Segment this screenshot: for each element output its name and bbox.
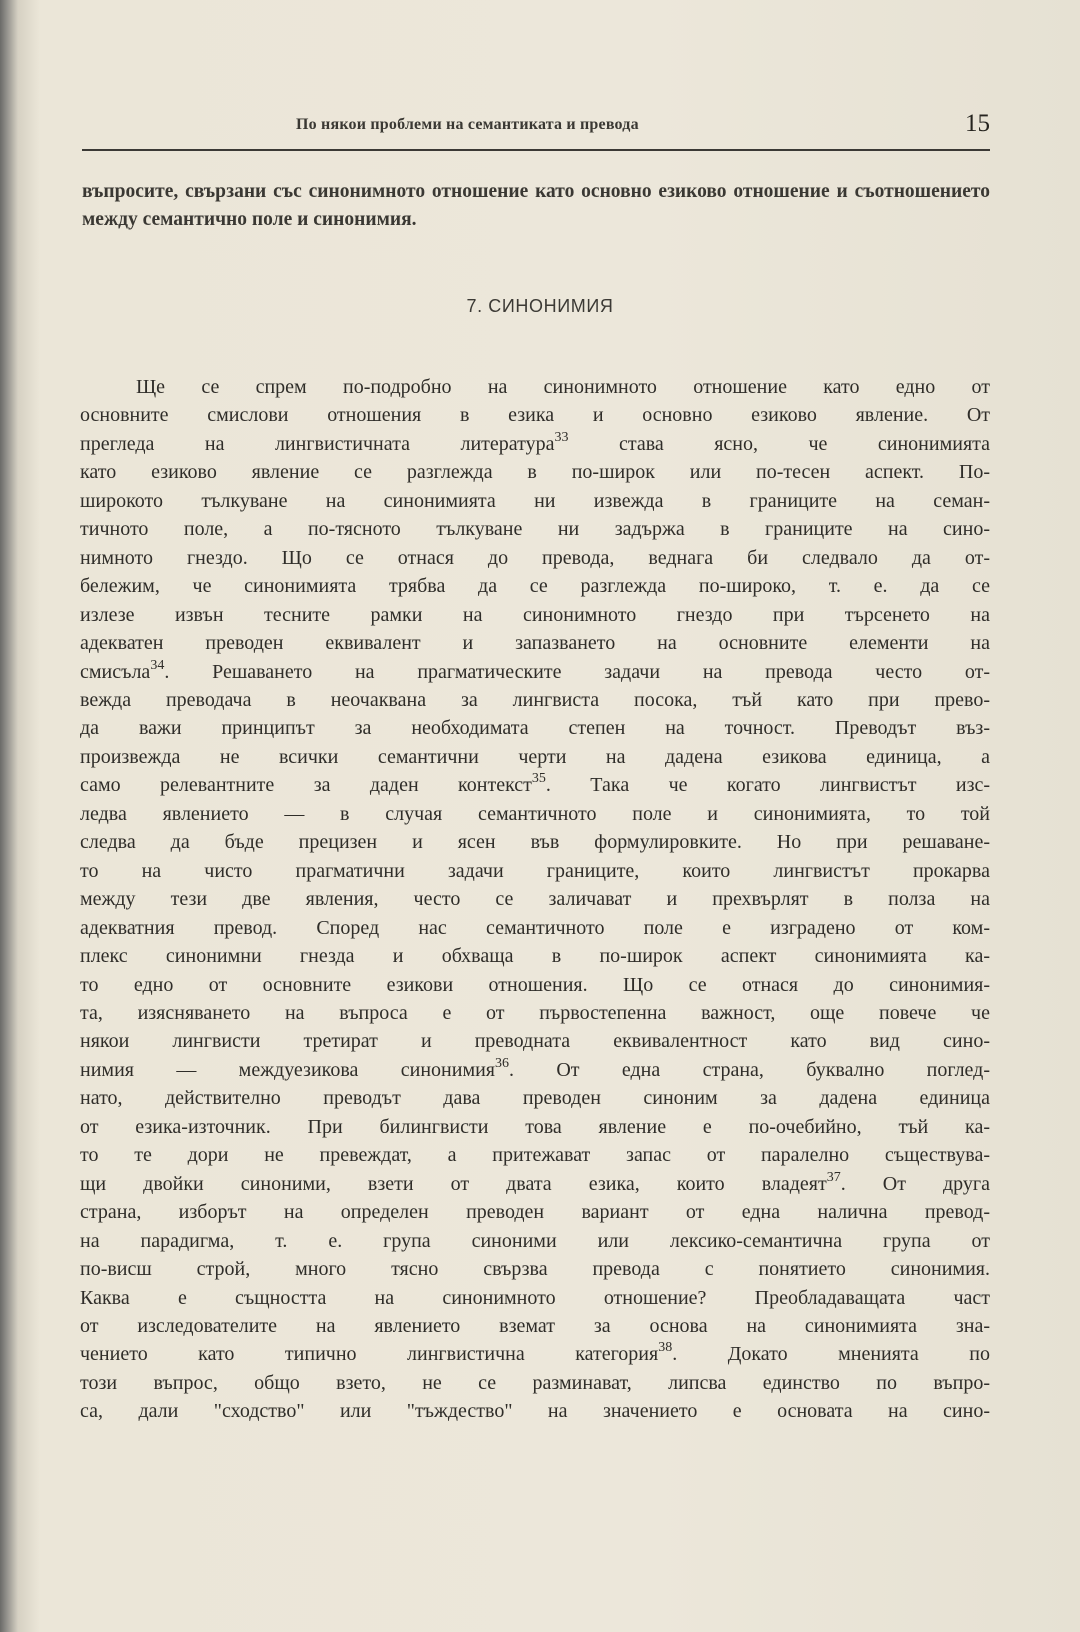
page-header <box>82 108 990 148</box>
lead-paragraph: въпросите, свързани със синонимното отношение като основно езиково отношение и съотношението между семантично поле и синонимия. <box>82 181 990 230</box>
line-text: вежда преводача в неочаквана за лингвиста посока, тъй като при прево- <box>80 688 990 711</box>
footnote-ref: 36 <box>495 1055 510 1071</box>
line-text: излезе извън тесните рамки на синонимното гнездо при търсенето на <box>80 603 990 626</box>
footnote-ref: 35 <box>531 771 546 787</box>
body-line <box>80 1170 990 1198</box>
line-text: тичното поле, а по-тясното тълкуване ни задържа в границите на сино- <box>80 518 990 541</box>
line-text: та, изясняването на въпроса е от първостепенна важност, още повече че <box>80 1001 990 1024</box>
body-line <box>80 999 990 1027</box>
body-line <box>80 1113 990 1141</box>
line-text: страна, изборът на определен преводен вариант от една налична превод- <box>80 1201 990 1224</box>
line-text: по-висш строй, много тясно свързва превода с понятието синонимия. <box>80 1258 990 1281</box>
line-text: от изследователите на явлението вземат за основа на синонимията зна- <box>80 1314 990 1337</box>
line-text: . От друга <box>840 1172 990 1195</box>
line-text: нимия — междуезикова синонимия <box>80 1058 496 1081</box>
body-line <box>80 1056 990 1084</box>
line-text: между тези две явления, често се заличават и прехвърлят в полза на <box>80 888 990 911</box>
body-line <box>80 914 990 942</box>
line-text: на парадигма, т. е. група синоними или лексико-семантична група от <box>80 1229 990 1252</box>
line-text: нимното гнездо. Що се отнася до превода, веднага би следвало да от- <box>80 546 990 569</box>
line-text: адекватен преводен еквивалент и запазването на основните елементи на <box>80 632 990 655</box>
line-text: от езика-източник. При билингвисти това явление е по-очебийно, тъй ка- <box>80 1115 990 1138</box>
body-line <box>80 885 990 913</box>
body-line <box>80 629 990 657</box>
body-line <box>80 800 990 828</box>
body-line <box>80 942 990 970</box>
body-line <box>80 401 990 429</box>
header-rule <box>82 149 990 151</box>
footnote-ref: 38 <box>658 1340 673 1356</box>
body-line <box>80 857 990 885</box>
line-text: чението като типично лингвистична категория <box>80 1343 659 1366</box>
body-line <box>80 828 990 856</box>
section-title: 7. СИНОНИМИЯ <box>466 296 614 316</box>
footnote-ref: 33 <box>554 429 569 445</box>
line-text: . Така че когато лингвистът изс- <box>545 774 990 797</box>
line-text: са, дали "сходство" или "тъждество" на значението е основата на сино- <box>80 1400 990 1423</box>
running-title: По някои проблеми на семантиката и превода <box>296 116 639 133</box>
body-line <box>80 373 990 401</box>
body-line <box>80 544 990 572</box>
line-text: някои лингвисти третират и преводната еквивалентност като вид сино- <box>80 1030 990 1053</box>
footnote-ref: 37 <box>826 1169 841 1185</box>
line-text: . Докато мненията по <box>672 1343 990 1366</box>
line-text: . Решаването на прагматическите задачи на превода често от- <box>164 660 990 683</box>
line-text: Каква е същността на синонимното отношение? Преобладаващата част <box>80 1286 990 1309</box>
body-line <box>80 1255 990 1283</box>
body-line <box>80 686 990 714</box>
line-text: . От една страна, буквално поглед- <box>509 1058 990 1081</box>
body-line <box>80 1284 990 1312</box>
line-text: Ще се спрем по-подробно на синонимното отношение като едно от <box>136 376 990 398</box>
page-number: 15 <box>965 110 990 137</box>
body-line <box>80 572 990 600</box>
line-text: бележим, че синонимията трябва да се разглежда по-широко, т. е. да се <box>80 575 990 598</box>
line-text: става ясно, че синонимията <box>568 432 990 455</box>
body-line <box>80 714 990 742</box>
line-text: ледва явлението — в случая семантичното поле и синонимията, то той <box>80 802 990 825</box>
body-line <box>80 743 990 771</box>
body-line <box>80 1084 990 1112</box>
line-text: широкото тълкуване на синонимията ни извежда в границите на семан- <box>80 489 990 512</box>
line-text: този въпрос, общо взето, не се разминават, липсва единство по въпро- <box>80 1371 990 1394</box>
body-line <box>80 1141 990 1169</box>
body-line <box>80 487 990 515</box>
line-text: нато, действително преводът дава преводен синоним за дадена единица <box>80 1087 990 1110</box>
body-line <box>80 601 990 629</box>
line-text: следва да бъде прецизен и ясен във формулировките. Но при решаване- <box>80 831 990 854</box>
body-paragraph <box>80 373 990 1426</box>
line-text: да важи принципът за необходимата степен на точност. Преводът въз- <box>80 717 990 740</box>
body-line <box>80 1227 990 1255</box>
body-line <box>80 1312 990 1340</box>
line-text: основните смислови отношения в езика и основно езиково явление. От <box>80 404 990 427</box>
body-line <box>80 458 990 486</box>
line-text: то те дори не превеждат, а притежават запас от паралелно съществува- <box>80 1144 990 1167</box>
line-text: плекс синонимни гнезда и обхваща в по-широк аспект синонимията ка- <box>80 945 990 968</box>
body-line <box>80 1369 990 1397</box>
line-text: смисъла <box>80 660 151 683</box>
body-line <box>80 1397 990 1425</box>
line-text: щи двойки синоними, взети от двата езика, които владеят <box>80 1172 827 1195</box>
line-text: то едно от основните езикови отношения. Що се отнася до синонимия- <box>80 973 990 996</box>
body-line <box>80 430 990 458</box>
body-line <box>80 1198 990 1226</box>
body-line <box>80 658 990 686</box>
line-text: адекватния превод. Според нас семантичното поле е изградено от ком- <box>80 916 990 939</box>
line-text: само релевантните за даден контекст <box>80 774 532 797</box>
body-line <box>80 971 990 999</box>
line-text: като езиково явление се разглежда в по-широк или по-тесен аспект. По- <box>80 461 990 484</box>
footnote-ref: 34 <box>150 657 165 673</box>
line-text: то на чисто прагматични задачи границите, които лингвистът прокарва <box>80 859 990 882</box>
body-line <box>80 1340 990 1368</box>
line-text: произвежда не всички семантични черти на дадена езикова единица, а <box>80 745 990 768</box>
body-line <box>80 771 990 799</box>
body-line <box>80 1027 990 1055</box>
body-line <box>80 515 990 543</box>
line-text: прегледа на лингвистичната литература <box>80 432 555 455</box>
